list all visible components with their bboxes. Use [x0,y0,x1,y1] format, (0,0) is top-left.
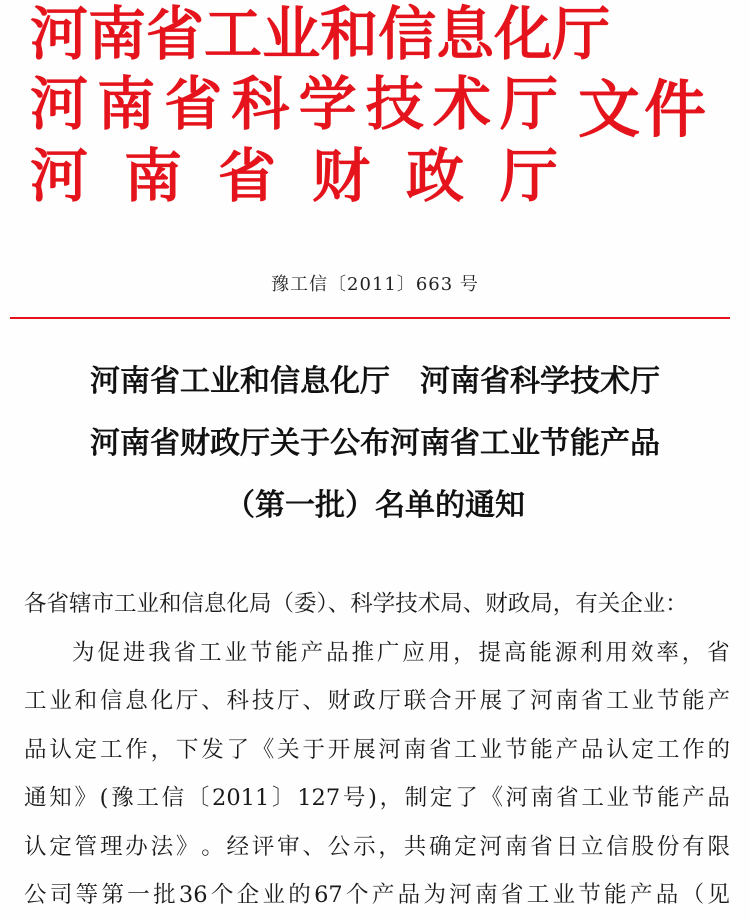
document-number: 豫工信〔2011〕663 号 [271,274,479,295]
paragraph-line: 通 知 》 ( 豫 工 信 〔 2011 〕 127 号 ) ， 制 定 了 《 河 南 省 工 业 节 能 产 品 [24,785,730,811]
title-line-1: 河南省工业和信息化厅 河南省科学技术厅 [90,364,660,399]
paragraph-line: 认 定 管 理 办 法 》 。 经 评 审 、 公 示 ， 共 确 定 河 南 省 日 立 信 股 份 有 限 [24,833,730,860]
notice-title [0,360,750,546]
red-divider-line [10,317,730,319]
paragraph-line: 为 促 进 我 省 工 业 节 能 产 品 推 广 应 用 ， 提 高 能 源 利 用 效 率 ， 省 [72,639,730,666]
issuer-science-tech-dept: 河 南 省 科 学 技 术 厅 [30,70,558,138]
issuer-finance-dept: 河 南 省 财 政 厅 [30,142,558,210]
notice-body [24,586,730,921]
paragraph-line: 工 业 和 信 息 化 厅 、 科 技 厅 、 财 政 厅 联 合 开 展 了 河 南 省 工 业 节 能 产 [24,688,730,714]
paragraph-line: 品 认 定 工 作 ， 下 发 了 《 关 于 开 展 河 南 省 工 业 节 能 产 品 认 定 工 作 的 [24,736,730,763]
title-line-3: （第一批）名单的通知 [225,488,525,523]
title-line-2: 河南省财政厅关于公布河南省工业节能产品 [90,426,660,461]
issuer-industry-it-dept: 河 南 省 工 业 和 信 息 化 厅 [30,0,611,68]
document-suffix: 文件 [578,73,711,146]
paragraph-line: 公 司 等 第 一 批 36 个 企 业 的 67 个 产 品 为 河 南 省 工 业 节 能 产 品 （ 见 [24,882,730,908]
salutation: 各省辖市工业和信息化局（委）、科学技术局、财政局，有关企业： [24,591,688,617]
